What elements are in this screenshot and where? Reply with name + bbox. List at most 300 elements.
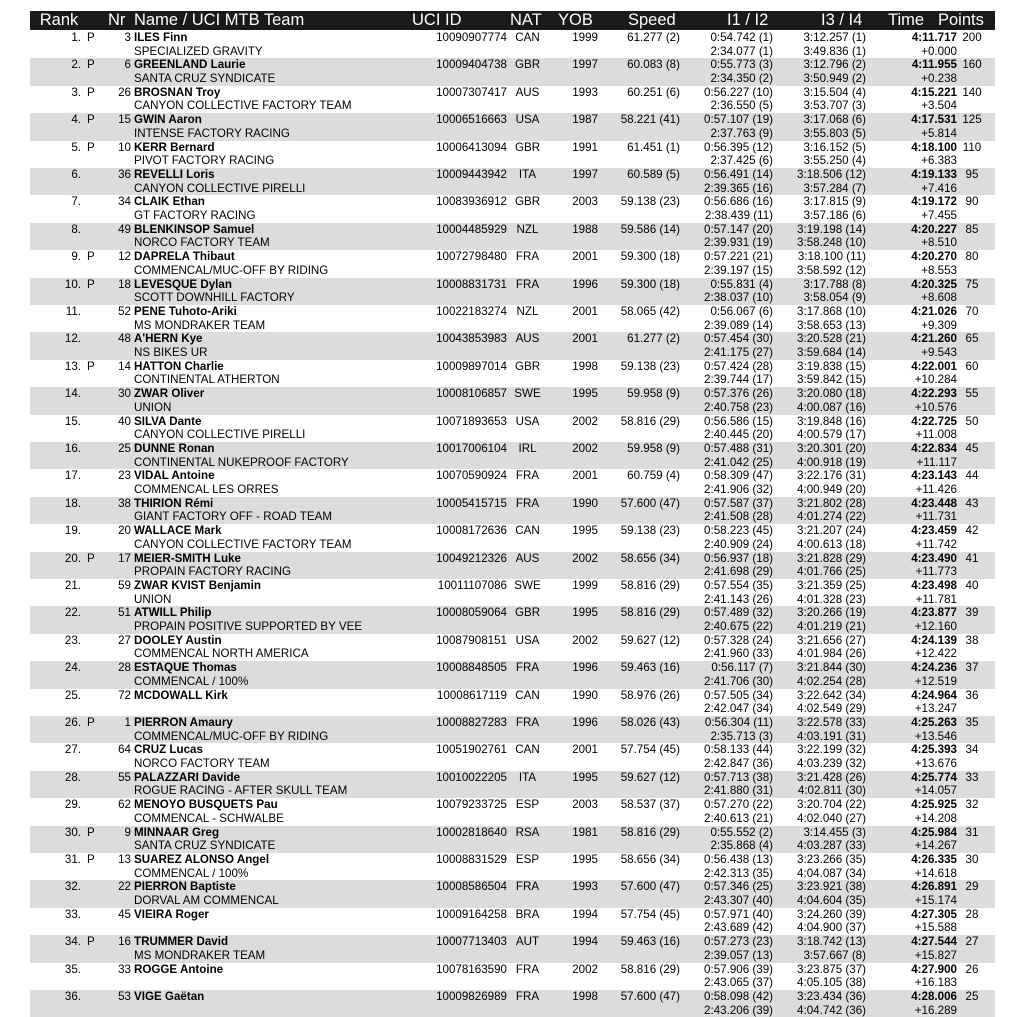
points: 80 [965, 250, 979, 264]
split-i1: 0:57.587 (37) [704, 496, 773, 510]
year-of-birth: 2001 [572, 743, 598, 757]
split-i2: 2:41.960 (33) [704, 647, 773, 661]
speed: 59.138 (23) [620, 524, 680, 538]
finish-time: 4:25.774 [911, 770, 957, 784]
split-i4: 3:57.667 (8) [803, 948, 866, 962]
split-i1: 0:57.328 (24) [704, 633, 773, 647]
split-i2: 2:37.425 (6) [710, 154, 773, 168]
year-of-birth: 1994 [572, 907, 598, 921]
team-name: CONTINENTAL ATHERTON [134, 373, 280, 387]
rider-name: WALLACE Mark [134, 524, 222, 538]
points: 33 [965, 770, 979, 784]
points: 44 [965, 469, 979, 483]
team-name: MS MONDRAKER TEAM [134, 948, 266, 962]
bib-number: 52 [118, 305, 131, 318]
time-gap: +14.208 [914, 811, 957, 825]
points: 140 [962, 85, 982, 99]
speed: 59.300 (18) [620, 250, 680, 264]
split-i3: 3:17.068 (6) [803, 113, 866, 127]
rider-name: MCDOWALL Kirk [134, 688, 228, 702]
speed: 60.589 (5) [627, 168, 680, 181]
finish-time: 4:22.293 [911, 387, 957, 401]
table-row [30, 278, 995, 305]
split-i4: 3:55.250 (4) [803, 154, 866, 168]
uci-id: 10004485929 [436, 222, 507, 236]
finish-time: 4:25.925 [911, 798, 957, 812]
rider-name: CRUZ Lucas [134, 743, 203, 757]
points: 25 [965, 990, 979, 1003]
rank-cell: 27. [64, 743, 81, 757]
table-row [30, 880, 995, 907]
split-i2: 2:40.758 (23) [704, 400, 773, 414]
split-i3: 3:19.838 (15) [797, 359, 866, 373]
year-of-birth: 1997 [572, 58, 598, 72]
bib-number: 13 [118, 853, 131, 866]
uci-id: 10007713403 [436, 935, 507, 949]
rank-cell: 29. [64, 798, 81, 812]
rider-name: VIDAL Antoine [134, 469, 215, 483]
rank-cell: 21. [64, 579, 81, 592]
bib-number: 30 [118, 387, 131, 401]
time-gap: +10.576 [914, 400, 957, 414]
header-time: Time [888, 11, 925, 29]
points: 41 [965, 551, 979, 565]
finish-time: 4:23.448 [911, 496, 957, 510]
podium-flag: P [87, 853, 95, 866]
split-i4: 4:02.254 (28) [797, 674, 866, 688]
time-gap: +13.546 [914, 729, 957, 743]
team-name: NORCO FACTORY TEAM [134, 236, 270, 250]
team-name: SPECIALIZED GRAVITY [134, 44, 263, 58]
rider-name: GWIN Aaron [134, 113, 202, 127]
finish-time: 4:17.531 [911, 113, 957, 127]
nationality: FRA [515, 277, 540, 291]
year-of-birth: 2003 [572, 798, 598, 812]
finish-time: 4:21.026 [911, 305, 957, 318]
split-i3: 3:12.257 (1) [803, 31, 866, 44]
time-gap: +13.247 [914, 702, 957, 716]
rider-name: A'HERN Kye [134, 332, 203, 346]
table-row [30, 634, 995, 661]
finish-time: 4:24.139 [911, 633, 957, 647]
bib-number: 33 [118, 962, 131, 976]
split-i1: 0:56.304 (11) [704, 716, 773, 729]
rider-name: PIERRON Amaury [134, 716, 233, 729]
uci-id: 10008586504 [436, 880, 507, 894]
speed: 58.656 (34) [620, 853, 680, 866]
speed: 60.759 (4) [627, 469, 680, 483]
podium-flag: P [87, 140, 95, 154]
team-name: PROPAIN POSITIVE SUPPORTED BY VEE [134, 620, 363, 634]
header-nr: Nr [108, 11, 126, 29]
split-i4: 3:59.842 (15) [797, 373, 866, 387]
bib-number: 48 [118, 332, 131, 346]
split-i1: 0:57.554 (35) [704, 579, 773, 592]
points: 50 [965, 414, 979, 428]
nationality: RSA [515, 825, 540, 839]
points: 125 [962, 113, 982, 127]
finish-time: 4:19.133 [911, 168, 957, 181]
year-of-birth: 1995 [572, 387, 598, 401]
bib-number: 14 [118, 359, 131, 373]
split-i4: 4:00.579 (17) [797, 428, 866, 442]
speed: 58.816 (29) [620, 606, 680, 620]
points: 55 [965, 387, 979, 401]
points: 85 [965, 222, 979, 236]
split-i1: 0:55.552 (2) [710, 825, 773, 839]
rank-cell: 6. [71, 168, 81, 181]
points: 70 [965, 305, 979, 318]
rider-name: MEIER-SMITH Luke [134, 551, 241, 565]
points: 43 [965, 496, 979, 510]
speed: 57.754 (45) [620, 907, 680, 921]
points: 65 [965, 332, 979, 346]
team-name: DORVAL AM COMMENCAL [134, 894, 279, 908]
split-i1: 0:56.686 (16) [704, 195, 773, 209]
finish-time: 4:27.305 [911, 907, 957, 921]
table-row [30, 990, 995, 1017]
uci-id: 10009826989 [436, 990, 507, 1003]
uci-id: 10005415715 [436, 496, 507, 510]
split-i4: 4:03.287 (33) [797, 839, 866, 853]
split-i4: 4:01.328 (23) [797, 592, 866, 606]
team-name: COMMENCAL - SCHWALBE [134, 811, 284, 825]
time-gap: +10.284 [914, 373, 957, 387]
rank-cell: 10. [64, 277, 81, 291]
rank-cell: 2. [71, 58, 81, 72]
podium-flag: P [87, 85, 95, 99]
team-name: UNION [134, 400, 172, 414]
finish-time: 4:20.227 [911, 222, 957, 236]
table-row [30, 716, 995, 743]
team-name: COMMENCAL / 100% [134, 866, 249, 880]
table-row [30, 360, 995, 387]
table-row [30, 113, 995, 140]
rank-cell: 11. [65, 305, 81, 318]
rank-cell: 30. [64, 825, 81, 839]
year-of-birth: 1996 [572, 716, 598, 729]
speed: 59.627 (12) [620, 770, 680, 784]
uci-id: 10009404738 [436, 58, 507, 72]
rank-cell: 18. [64, 496, 81, 510]
speed: 58.221 (41) [620, 113, 680, 127]
rider-name: REVELLI Loris [134, 168, 215, 181]
nationality: FRA [515, 962, 540, 976]
year-of-birth: 1987 [572, 113, 598, 127]
split-i2: 2:36.550 (5) [710, 99, 773, 113]
table-header [30, 11, 995, 30]
split-i3: 3:19.848 (16) [797, 414, 866, 428]
split-i1: 0:55.831 (4) [710, 277, 773, 291]
rank-cell: 15. [64, 414, 81, 428]
split-i4: 3:58.248 (10) [797, 236, 866, 250]
team-name: GIANT FACTORY OFF - ROAD TEAM [134, 510, 332, 524]
speed: 59.958 (9) [627, 442, 680, 455]
table-row [30, 689, 995, 716]
rider-name: HATTON Charlie [134, 359, 224, 373]
split-i1: 0:58.098 (42) [704, 990, 773, 1003]
split-i3: 3:23.266 (35) [797, 853, 866, 866]
table-row [30, 58, 995, 85]
team-name: COMMENCAL/MUC-OFF BY RIDING [134, 729, 329, 743]
bib-number: 12 [118, 250, 131, 264]
finish-time: 4:23.877 [911, 606, 957, 620]
split-i1: 0:57.147 (20) [704, 222, 773, 236]
speed: 58.816 (29) [620, 414, 680, 428]
points: 95 [965, 168, 979, 181]
podium-flag: P [87, 31, 95, 44]
rider-name: DUNNE Ronan [134, 442, 215, 455]
rider-name: KERR Bernard [134, 140, 215, 154]
split-i3: 3:20.266 (19) [797, 606, 866, 620]
time-gap: +12.519 [914, 674, 957, 688]
year-of-birth: 2001 [572, 250, 598, 264]
points: 45 [965, 442, 979, 455]
podium-flag: P [87, 250, 95, 264]
uci-id: 10083936912 [436, 195, 507, 209]
bib-number: 16 [118, 935, 131, 949]
rank-cell: 17. [64, 469, 81, 483]
speed: 61.277 (2) [627, 332, 680, 346]
split-i2: 2:40.909 (24) [704, 537, 773, 551]
rider-name: TRUMMER David [134, 935, 229, 949]
split-i4: 4:04.742 (36) [797, 1003, 866, 1017]
header-i3-i4: I3 / I4 [821, 11, 863, 29]
split-i2: 2:39.931 (19) [704, 236, 773, 250]
header-yob: YOB [558, 11, 593, 29]
uci-id: 10008059064 [436, 606, 507, 620]
split-i1: 0:57.971 (40) [704, 907, 773, 921]
points: 40 [965, 579, 979, 592]
rider-name: GREENLAND Laurie [134, 58, 246, 72]
split-i1: 0:58.133 (44) [704, 743, 773, 757]
rider-name: MINNAAR Greg [134, 825, 220, 839]
split-i3: 3:22.578 (33) [797, 716, 866, 729]
split-i1: 0:58.223 (45) [704, 524, 773, 538]
rank-cell: 32. [64, 880, 81, 894]
year-of-birth: 1998 [572, 990, 598, 1003]
podium-flag: P [87, 551, 95, 565]
uci-id: 10022183274 [436, 305, 507, 318]
time-gap: +7.416 [921, 181, 957, 195]
team-name: SANTA CRUZ SYNDICATE [134, 839, 276, 853]
nationality: ESP [515, 798, 540, 812]
finish-time: 4:26.335 [911, 853, 957, 866]
speed: 61.451 (1) [627, 140, 680, 154]
uci-id: 10011107086 [437, 579, 507, 592]
split-i3: 3:23.875 (37) [797, 962, 866, 976]
table-row [30, 552, 995, 579]
split-i1: 0:57.713 (38) [704, 770, 773, 784]
time-gap: +3.504 [921, 99, 957, 113]
time-gap: +12.422 [914, 647, 957, 661]
team-name: CONTINENTAL NUKEPROOF FACTORY [134, 455, 349, 469]
split-i2: 2:43.307 (40) [704, 894, 773, 908]
split-i3: 3:20.704 (22) [797, 798, 866, 812]
points: 38 [965, 633, 979, 647]
bib-number: 40 [118, 414, 131, 428]
uci-id: 10090907774 [436, 31, 507, 44]
team-name: SCOTT DOWNHILL FACTORY [134, 291, 295, 305]
rank-cell: 20. [64, 551, 81, 565]
time-gap: +11.008 [915, 428, 957, 442]
rider-name: ZWAR Oliver [134, 387, 205, 401]
split-i4: 3:49.836 (1) [803, 44, 866, 58]
table-row [30, 853, 995, 880]
team-name: MS MONDRAKER TEAM [134, 318, 266, 332]
split-i3: 3:21.802 (28) [797, 496, 866, 510]
split-i4: 3:55.803 (5) [803, 126, 866, 140]
speed: 58.656 (34) [620, 551, 680, 565]
year-of-birth: 1990 [572, 688, 598, 702]
table-row [30, 469, 995, 496]
split-i4: 3:59.684 (14) [797, 346, 866, 360]
rank-cell: 5. [71, 140, 81, 154]
rider-name: THIRION Rémi [134, 496, 214, 510]
split-i3: 3:21.844 (30) [797, 661, 866, 675]
split-i1: 0:57.221 (21) [704, 250, 773, 264]
year-of-birth: 1998 [572, 359, 598, 373]
rider-name: ILES Finn [134, 31, 188, 44]
nationality: ESP [515, 853, 540, 866]
rank-cell: 28. [64, 770, 81, 784]
rider-name: BROSNAN Troy [134, 85, 221, 99]
split-i3: 3:21.359 (25) [797, 579, 866, 592]
uci-id: 10049212326 [436, 551, 507, 565]
table-row [30, 771, 995, 798]
split-i1: 0:57.488 (31) [704, 442, 773, 455]
team-name: NS BIKES UR [134, 346, 208, 360]
nationality: ITA [518, 770, 537, 784]
uci-id: 10043853983 [436, 332, 507, 346]
split-i2: 2:39.057 (13) [704, 948, 773, 962]
table-row [30, 223, 995, 250]
split-i2: 2:40.675 (22) [704, 620, 773, 634]
uci-id: 10079233725 [436, 798, 507, 812]
split-i2: 2:39.089 (14) [704, 318, 773, 332]
nationality: FRA [515, 250, 540, 264]
team-name: COMMENCAL NORTH AMERICA [134, 647, 309, 661]
split-i1: 0:56.227 (10) [704, 85, 773, 99]
split-i3: 3:12.796 (2) [803, 58, 866, 72]
split-i2: 2:42.847 (36) [704, 757, 773, 771]
finish-time: 4:24.236 [911, 661, 957, 675]
time-gap: +11.773 [915, 565, 957, 579]
bib-number: 59 [118, 579, 131, 592]
split-i1: 0:57.107 (19) [704, 113, 773, 127]
uci-id: 10008848505 [436, 661, 507, 675]
split-i2: 2:41.880 (31) [704, 784, 773, 798]
speed: 57.600 (47) [620, 990, 680, 1003]
rank-cell: 23. [64, 633, 81, 647]
split-i2: 2:37.763 (9) [710, 126, 773, 140]
finish-time: 4:26.891 [911, 880, 957, 894]
points: 160 [962, 58, 982, 72]
team-name: CANYON COLLECTIVE FACTORY TEAM [134, 99, 352, 113]
split-i2: 2:41.042 (25) [704, 455, 773, 469]
split-i4: 4:00.087 (16) [797, 400, 866, 414]
speed: 57.600 (47) [620, 880, 680, 894]
year-of-birth: 2002 [572, 551, 598, 565]
uci-id: 10078163590 [436, 962, 507, 976]
split-i1: 0:55.773 (3) [710, 58, 773, 72]
split-i1: 0:57.424 (28) [704, 359, 773, 373]
rider-name: LEVESQUE Dylan [134, 277, 232, 291]
points: 37 [965, 661, 979, 675]
speed: 61.277 (2) [627, 31, 680, 44]
nationality: USA [515, 113, 540, 127]
uci-id: 10006413094 [436, 140, 507, 154]
split-i3: 3:22.642 (34) [797, 688, 866, 702]
split-i2: 2:41.706 (30) [704, 674, 773, 688]
year-of-birth: 2002 [572, 414, 598, 428]
split-i2: 2:41.906 (32) [704, 483, 773, 497]
split-i2: 2:38.439 (11) [704, 209, 773, 223]
time-gap: +15.827 [914, 948, 957, 962]
nationality: CAN [515, 524, 540, 538]
points: 60 [965, 359, 979, 373]
nationality: GBR [514, 606, 541, 620]
table-row [30, 86, 995, 113]
finish-time: 4:24.964 [911, 688, 957, 702]
uci-id: 10051902761 [436, 743, 507, 757]
team-name: COMMENCAL / 100% [134, 674, 249, 688]
speed: 57.754 (45) [620, 743, 680, 757]
year-of-birth: 1995 [572, 606, 598, 620]
uci-id: 10070590924 [436, 469, 507, 483]
split-i4: 3:58.054 (9) [803, 291, 866, 305]
points: 90 [965, 195, 979, 209]
bib-number: 72 [118, 688, 131, 702]
rider-name: SILVA Dante [134, 414, 202, 428]
split-i3: 3:17.868 (10) [797, 305, 866, 318]
nationality: GBR [514, 359, 541, 373]
split-i4: 4:00.613 (18) [797, 537, 866, 551]
finish-time: 4:22.834 [911, 442, 957, 455]
year-of-birth: 2002 [572, 442, 598, 455]
table-row [30, 908, 995, 935]
team-name: COMMENCAL LES ORRES [134, 483, 279, 497]
finish-time: 4:21.260 [911, 332, 957, 346]
rider-name: PALAZZARI Davide [134, 770, 241, 784]
rank-cell: 16. [64, 442, 81, 455]
nationality: BRA [515, 907, 540, 921]
team-name: PROPAIN FACTORY RACING [134, 565, 291, 579]
speed: 57.600 (47) [620, 496, 680, 510]
year-of-birth: 2002 [572, 962, 598, 976]
speed: 59.958 (9) [627, 387, 680, 401]
split-i2: 2:41.508 (28) [704, 510, 773, 524]
split-i3: 3:19.198 (14) [797, 222, 866, 236]
nationality: FRA [515, 469, 540, 483]
bib-number: 23 [118, 469, 131, 483]
table-row [30, 524, 995, 551]
time-gap: +7.455 [921, 209, 957, 223]
points: 200 [962, 31, 982, 44]
points: 27 [965, 935, 979, 949]
year-of-birth: 1995 [572, 770, 598, 784]
header-rank: Rank [39, 11, 79, 29]
nationality: NZL [516, 305, 539, 318]
split-i2: 2:39.744 (17) [704, 373, 773, 387]
team-name: PIVOT FACTORY RACING [134, 154, 275, 168]
points: 75 [965, 277, 979, 291]
rider-name: PIERRON Baptiste [134, 880, 236, 894]
uci-id: 10071893653 [436, 414, 507, 428]
header-name: Name / UCI MTB Team [134, 11, 305, 29]
bib-number: 6 [124, 58, 131, 72]
split-i1: 0:57.376 (26) [704, 387, 773, 401]
